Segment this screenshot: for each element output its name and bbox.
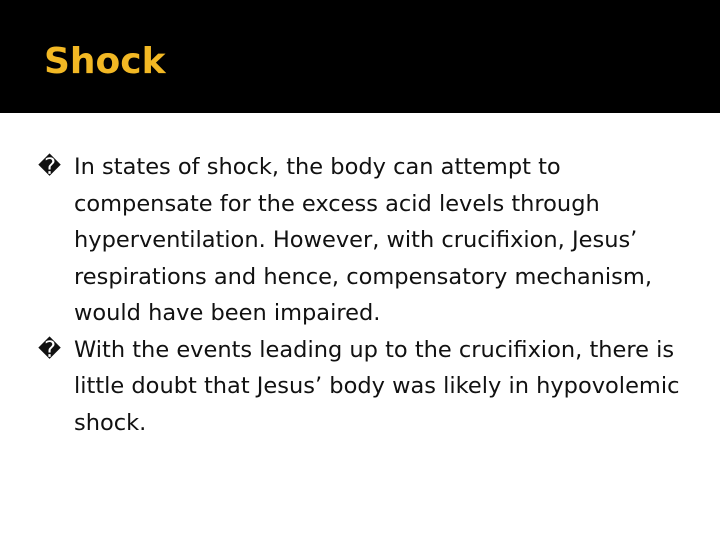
bullet-item [38,332,698,442]
bullet-text: With the events leading up to the crucifixion, there is little doubt that Jesus’ body was likely in hypovolemic shock. [74,336,680,436]
bullet-marker-icon: � [38,336,62,363]
bullet-item [38,149,698,332]
bullet-marker-icon: � [38,154,62,180]
title-bar [0,0,720,113]
slide-title: Shock [44,41,166,82]
bullet-text: In states of shock, the body can attempt to compensate for the excess acid levels through hyperventilation. However, with crucifixion, Jesus’ respirations and hence, compensatory mechanism, would have been impaired. [74,154,652,326]
bullet-list [38,149,698,441]
